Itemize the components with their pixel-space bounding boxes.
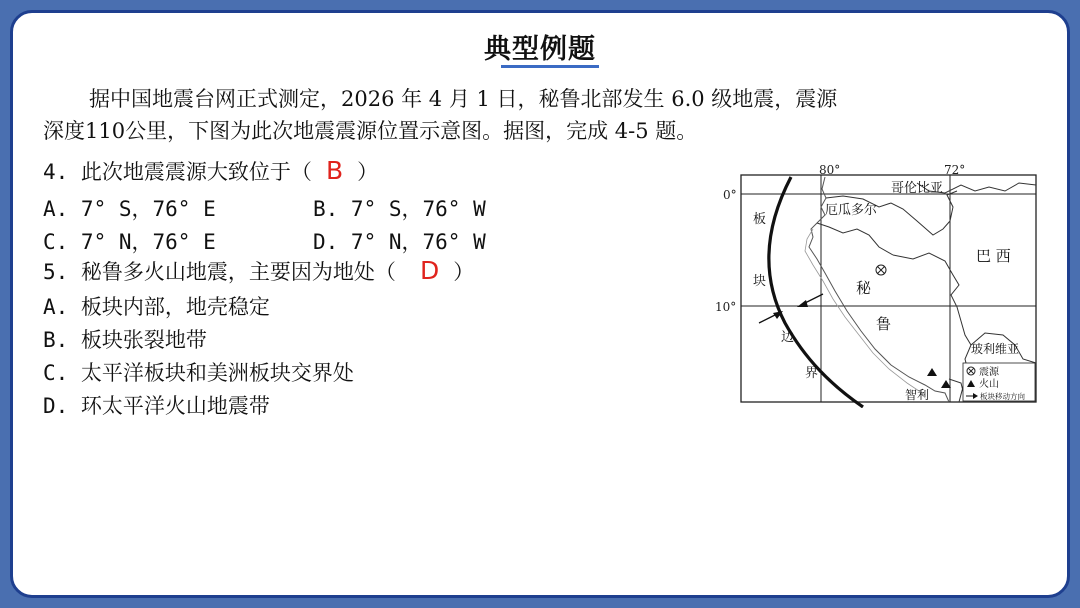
q4-option-a: A. 7° S，76° E	[43, 197, 216, 221]
q4-options-row-1	[43, 193, 643, 223]
q4-stem	[43, 156, 378, 186]
label-ecuador: 厄瓜多尔	[825, 203, 878, 218]
q4-option-b: B. 7° S，76° W	[313, 197, 486, 221]
label-boundary-2: 块	[753, 274, 767, 289]
legend-epicenter-label: 震源	[979, 367, 999, 378]
q5-stem-suffix: ）	[453, 260, 475, 284]
label-lon-80: 80°	[819, 163, 841, 177]
label-lat-10: 10°	[715, 300, 737, 314]
earthquake-map	[713, 163, 1043, 408]
label-peru-2: 鲁	[876, 315, 892, 333]
intro-line-2: 深度110公里，下图为此次地震震源位置示意图。据图，完成 4-5 题。	[43, 119, 698, 143]
label-brazil: 巴 西	[976, 247, 1011, 265]
map-svg	[713, 163, 1043, 408]
label-boundary-1: 板	[753, 212, 767, 227]
q4-stem-suffix: ）	[357, 160, 379, 184]
label-lon-72: 72°	[944, 163, 966, 177]
label-boundary-4: 界	[805, 366, 819, 381]
q5-option-c: C. 太平洋板块和美洲板块交界处	[43, 361, 354, 385]
title-underline	[501, 65, 599, 68]
q5-answer: D	[419, 256, 440, 285]
label-lat-0: 0°	[723, 188, 737, 202]
intro-paragraph	[43, 83, 1063, 147]
q5-stem	[43, 256, 474, 286]
label-peru-1: 秘	[856, 279, 872, 297]
q4-options-row-2	[43, 226, 643, 256]
label-chile: 智利	[905, 388, 930, 402]
slide	[10, 10, 1070, 598]
q4-stem-prefix: 4. 此次地震震源大致位于（	[43, 160, 312, 184]
legend-plate-label: 板块移动方向	[980, 392, 1025, 401]
legend-volcano-label: 火山	[979, 379, 999, 390]
label-boundary-3: 边	[781, 330, 795, 345]
q5-option-a: A. 板块内部，地壳稳定	[43, 295, 270, 319]
label-colombia: 哥伦比亚	[891, 181, 944, 196]
intro-line-1: 据中国地震台网正式测定，2026 年 4 月 1 日，秘鲁北部发生 6.0 级地震，震源	[89, 87, 838, 111]
slide-title: 典型例题	[484, 34, 596, 65]
q4-answer: B	[325, 156, 344, 185]
q5-option-d: D. 环太平洋火山地震带	[43, 394, 270, 418]
q5-stem-prefix: 5. 秘鲁多火山地震，主要因为地处（	[43, 260, 396, 284]
q5-option-b: B. 板块张裂地带	[43, 328, 207, 352]
q4-option-c: C. 7° N，76° E	[43, 230, 216, 254]
q4-option-d: D. 7° N，76° W	[313, 230, 486, 254]
label-bolivia: 玻利维亚	[971, 342, 1020, 356]
